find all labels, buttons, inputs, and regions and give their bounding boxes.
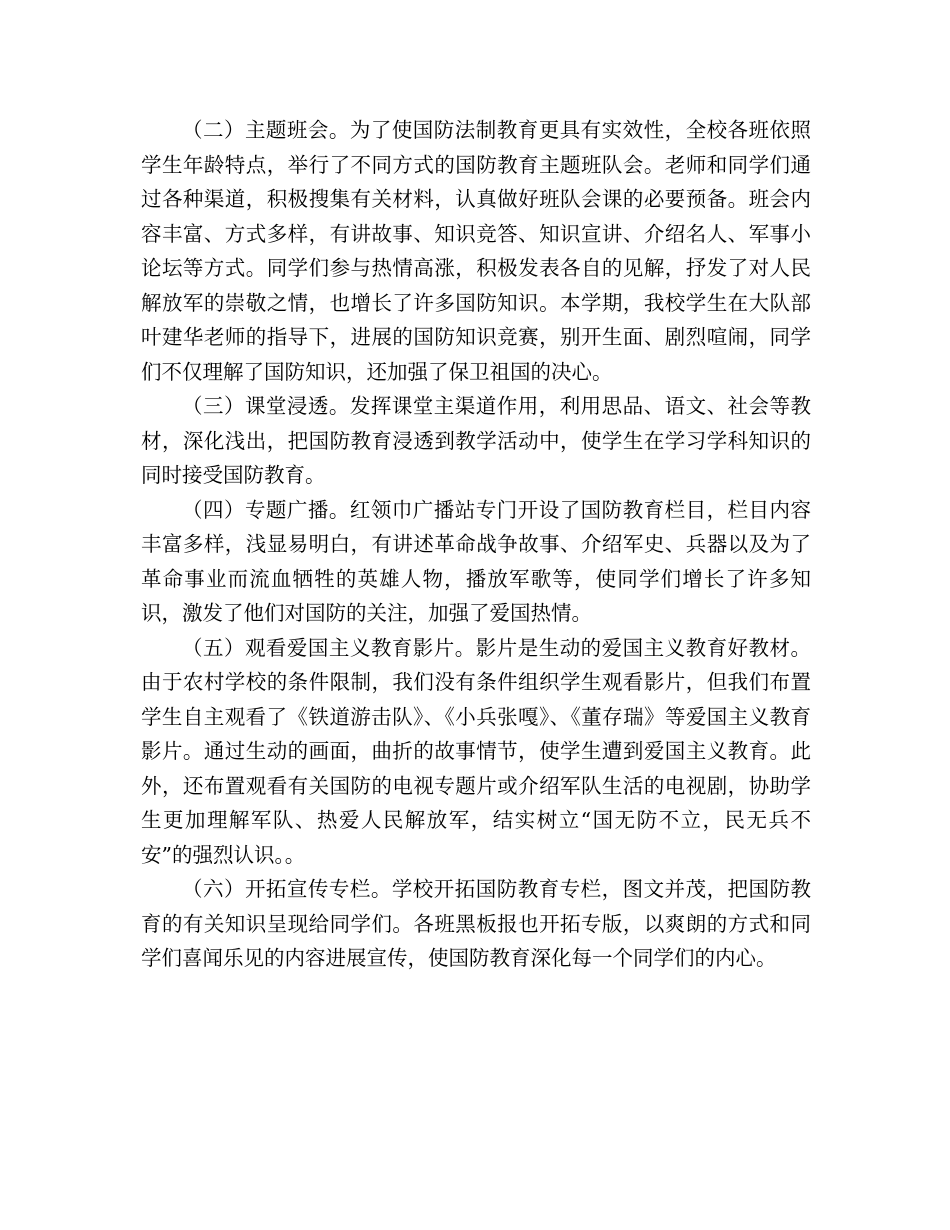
paragraph-publicity-column: （六）开拓宣传专栏。学校开拓国防教育专栏，图文并茂，把国防教育的有关知识呈现给同学们。各班黑板报也开拓专版，以爽朗的方式和同学们喜闻乐见的内容进展宣传，使国防教育深化每一个同学们的内心。: [141, 877, 811, 970]
paragraph-topic-broadcast: （四）专题广播。红领巾广播站专门开设了国防教育栏目，栏目内容丰富多样，浅显易明白，有讲述革命战争故事、介绍军史、兵器以及为了革命事业而流血牺牲的英雄人物，播放军歌等，使同学们增长了许多知识，激发了他们对国防的关注，加强了爱国热情。: [141, 497, 811, 625]
paragraph-classroom-infiltration: （三）课堂浸透。发挥课堂主渠道作用，利用思品、语文、社会等教材，深化浅出，把国防教育浸透到教学活动中，使学生在学习学科知识的同时接受国防教育。: [141, 394, 811, 487]
document-body: [141, 113, 811, 976]
paragraph-patriotic-films: （五）观看爱国主义教育影片。影片是生动的爱国主义教育好教材。由于农村学校的条件限制，我们没有条件组织学生观看影片，但我们布置学生自主观看了《铁道游击队》、《小兵张嘎》、《董存瑞》等爱国主义教育影片。通过生动的画面，曲折的故事情节，使学生遭到爱国主义教育。此外，还布置观看有关国防的电视专题片或介绍军队生活的电视剧，协助学生更加理解军队、热爱人民解放军，结实树立“国无防不立，民无兵不安”的强烈认识。。: [141, 635, 811, 867]
paragraph-theme-class-meeting: （二）主题班会。为了使国防法制教育更具有实效性，全校各班依照学生年龄特点，举行了不同方式的国防教育主题班队会。老师和同学们通过各种渠道，积极搜集有关材料，认真做好班队会课的必要预备。班会内容丰富、方式多样，有讲故事、知识竞答、知识宣讲、介绍名人、军事小论坛等方式。同学们参与热情高涨，积极发表各自的见解，抒发了对人民解放军的崇敬之情，也增长了许多国防知识。本学期，我校学生在大队部叶建华老师的指导下，进展的国防知识竞赛，别开生面、剧烈喧闹，同学们不仅理解了国防知识，还加强了保卫祖国的决心。: [141, 118, 811, 384]
